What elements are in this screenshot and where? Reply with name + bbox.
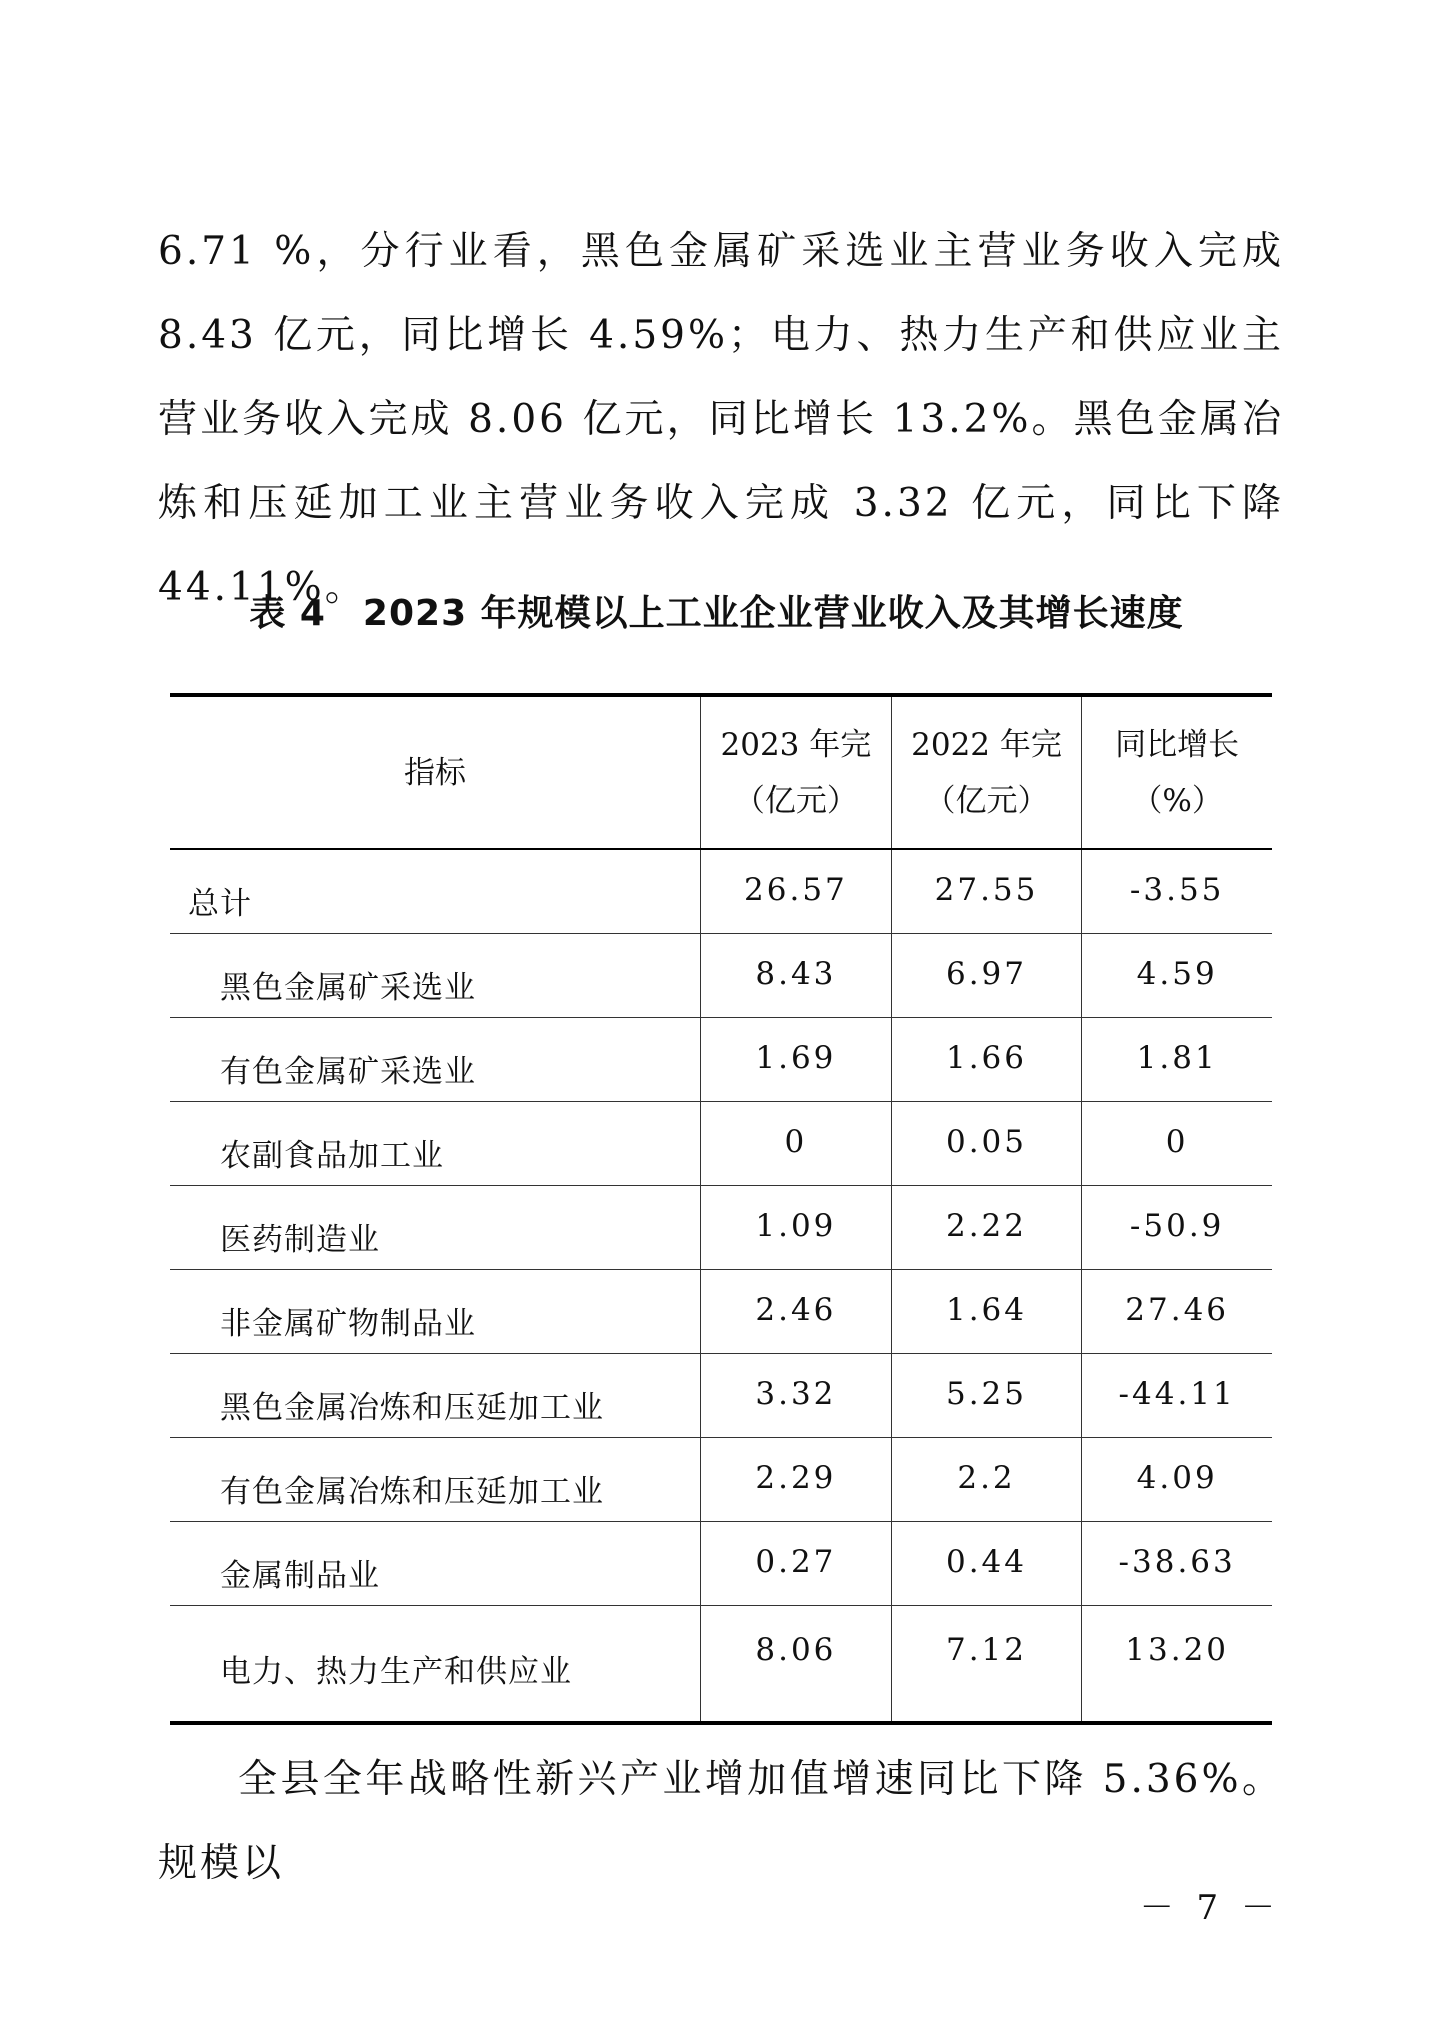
header-yoy-line2: （%） [1131,782,1223,819]
table-row-total [170,849,1272,933]
row-name: 黑色金属矿采选业 [220,969,476,1006]
value-2023-cell: 2.29 [701,1437,892,1521]
value-2023-cell: 0 [701,1101,892,1185]
value-2023-cell: 1.69 [701,1017,892,1101]
header-yoy [1082,695,1272,849]
row-name-cell [170,1521,701,1605]
value-2022-cell: 0.44 [891,1521,1082,1605]
value-2023-cell: 2.46 [701,1269,892,1353]
row-name: 金属制品业 [220,1557,380,1594]
table-row [170,1017,1272,1101]
value-yoy-cell: -50.9 [1082,1185,1272,1269]
row-name-cell [170,1017,701,1101]
row-name: 非金属矿物制品业 [220,1305,476,1342]
table-row [170,1605,1272,1723]
value-yoy-cell: 4.09 [1082,1437,1272,1521]
row-name-cell [170,1185,701,1269]
value-2022-cell: 27.55 [891,849,1082,933]
value-yoy-cell: -3.55 [1082,849,1272,933]
row-name: 有色金属矿采选业 [220,1053,476,1090]
value-yoy-cell: 27.46 [1082,1269,1272,1353]
revenue-table [170,693,1272,1725]
table-row [170,933,1272,1017]
value-yoy-cell: 0 [1082,1101,1272,1185]
value-2022-cell: 5.25 [891,1353,1082,1437]
value-yoy-cell: -38.63 [1082,1521,1272,1605]
value-yoy-cell: 1.81 [1082,1017,1272,1101]
value-2023-cell: 3.32 [701,1353,892,1437]
row-name: 黑色金属冶炼和压延加工业 [220,1389,604,1426]
value-yoy-cell: 13.20 [1082,1605,1272,1723]
row-name: 总计 [188,885,252,922]
value-2023-cell: 26.57 [701,849,892,933]
header-2022 [891,695,1082,849]
row-name-cell [170,1101,701,1185]
row-name: 农副食品加工业 [220,1137,444,1174]
value-2023-cell: 8.06 [701,1605,892,1723]
row-name-cell [170,1269,701,1353]
header-2022-line1: 2022 年完 [911,726,1062,763]
body-paragraph: 6.71 %，分行业看，黑色金属矿采选业主营业务收入完成 8.43 亿元，同比增长 4.59%；电力、热力生产和供应业主营业务收入完成 8.06 亿元，同比增长 13.2%。黑色金属冶炼和压延加工业主营业务收入完成 3.32 亿元，同比下降 44.11%。 [158,229,1284,610]
value-2022-cell: 6.97 [891,933,1082,1017]
row-name-cell [170,1437,701,1521]
table-header-row [170,695,1272,849]
value-2023-cell: 8.43 [701,933,892,1017]
row-name: 医药制造业 [220,1221,380,1258]
page-number: － 7 － [1139,1888,1281,1928]
header-yoy-line1: 同比增长 [1115,726,1240,763]
header-indicator: 指标 [170,695,701,849]
header-2023 [701,695,892,849]
value-2022-cell: 2.22 [891,1185,1082,1269]
row-name-cell [170,1605,701,1723]
row-name-cell [170,1353,701,1437]
row-name-cell [170,933,701,1017]
table-row [170,1353,1272,1437]
header-2023-line2: （亿元） [733,782,858,819]
table-row [170,1185,1272,1269]
value-yoy-cell: 4.59 [1082,933,1272,1017]
value-yoy-cell: -44.11 [1082,1353,1272,1437]
value-2022-cell: 2.2 [891,1437,1082,1521]
row-name: 有色金属冶炼和压延加工业 [220,1473,604,1510]
value-2023-cell: 0.27 [701,1521,892,1605]
header-2022-line2: （亿元） [924,782,1049,819]
row-name-cell [170,849,701,933]
table-row [170,1437,1272,1521]
table-row [170,1101,1272,1185]
value-2022-cell: 1.66 [891,1017,1082,1101]
value-2023-cell: 1.09 [701,1185,892,1269]
value-2022-cell: 7.12 [891,1605,1082,1723]
value-2022-cell: 0.05 [891,1101,1082,1185]
table-caption: 表 4 2023 年规模以上工业企业营业收入及其增长速度 [249,593,1184,634]
table-row [170,1269,1272,1353]
table-row [170,1521,1272,1605]
row-name: 电力、热力生产和供应业 [220,1653,572,1690]
value-2022-cell: 1.64 [891,1269,1082,1353]
header-2023-line1: 2023 年完 [720,726,872,763]
body-paragraph-continued: 全县全年战略性新兴产业增加值增速同比下降 5.36%。规模以 [158,1757,1284,1886]
